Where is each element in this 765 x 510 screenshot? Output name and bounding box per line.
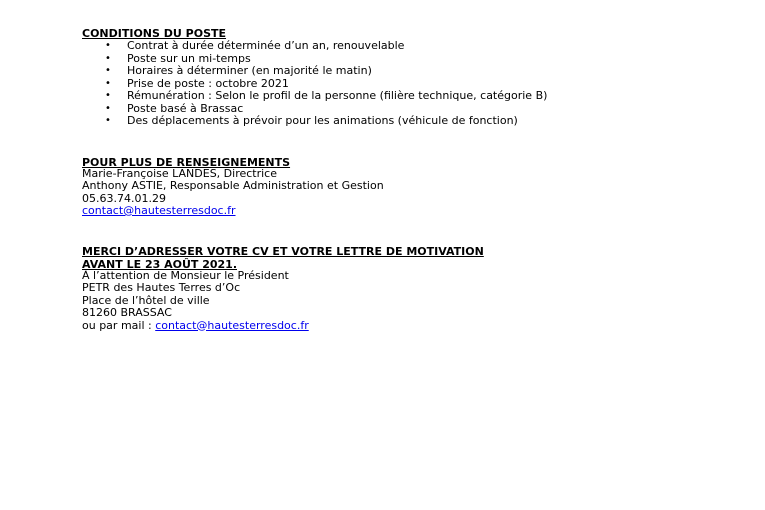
apply-heading-line2: AVANT LE 23 AOÛT 2021. — [82, 257, 237, 271]
address-line: À l’attention de Monsieur le Président — [82, 268, 289, 282]
bullet-icon: • — [105, 40, 111, 51]
conditions-section — [82, 28, 722, 128]
apply-section — [82, 246, 722, 333]
address-line: PETR des Hautes Terres d’Oc — [82, 281, 241, 294]
list-item: • Poste sur un mi-temps — [105, 51, 251, 65]
address-line: 81260 BRASSAC — [82, 306, 172, 319]
list-item: • Horaires à déterminer (en majorité le matin) — [105, 64, 372, 77]
apply-heading-line1: MERCI D’ADRESSER VOTRE CV ET VOTRE LETTRE DE MOTIVATION — [82, 244, 484, 258]
list-item: • Poste basé à Brassac — [105, 101, 244, 115]
bullet-icon: • — [105, 65, 111, 76]
address-line: Place de l’hôtel de ville — [82, 293, 210, 307]
list-item: • Rémunération : Selon le profil de la personne (filière technique, catégorie B) — [105, 89, 548, 102]
bullet-icon: • — [105, 90, 111, 101]
conditions-list — [82, 40, 722, 128]
apply-email-link[interactable]: contact@hautesterresdoc.fr — [155, 318, 309, 332]
contact-director: Marie-Françoise LANDES, Directrice — [82, 166, 277, 180]
info-section — [82, 157, 722, 218]
list-item: • Prise de poste : octobre 2021 — [105, 76, 289, 90]
document-page — [82, 28, 722, 332]
bullet-icon: • — [105, 52, 111, 64]
list-item: • Des déplacements à prévoir pour les animations (véhicule de fonction) — [105, 114, 518, 127]
mail-line — [82, 320, 722, 333]
info-heading: POUR PLUS DE RENSEIGNEMENTS — [82, 155, 291, 169]
contact-email-link[interactable]: contact@hautesterresdoc.fr — [82, 204, 236, 217]
bullet-icon: • — [105, 115, 111, 126]
bullet-icon: • — [105, 102, 111, 114]
list-item: • Contrat à durée déterminée d’un an, renouvelable — [105, 39, 405, 52]
contact-admin: Anthony ASTIE, Responsable Administration et Gestion — [82, 179, 384, 192]
contact-phone: 05.63.74.01.29 — [82, 191, 166, 205]
mail-prefix: ou par mail : — [82, 318, 156, 332]
bullet-icon: • — [105, 77, 111, 89]
conditions-heading: CONDITIONS DU POSTE — [82, 27, 227, 40]
